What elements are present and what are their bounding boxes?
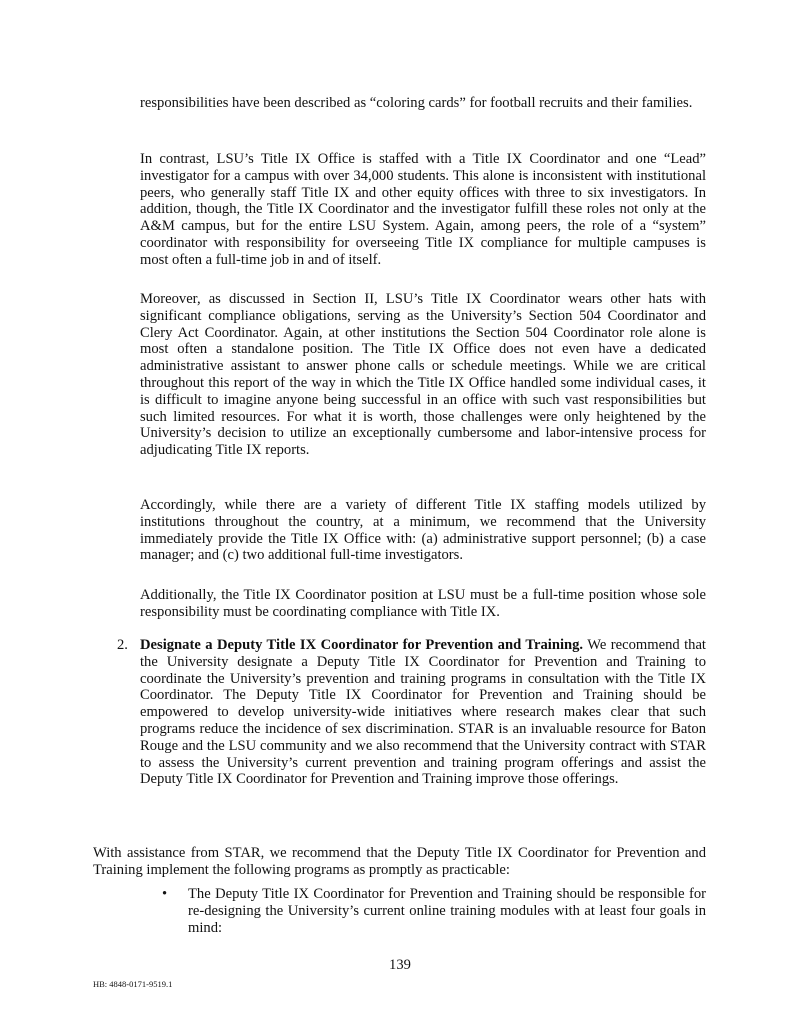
list-item-number: 2.	[117, 637, 128, 653]
list-item-body: We recommend that the University designate a Deputy Title IX Coordinator for Prevention and Training to coordinate the University’s prevention and training programs in consultation with the Title IX Coordinator. The Deputy Title IX Coordinator for Prevention and Training should be empowered to develop university-wide initiatives where research makes clear that such programs reduce the incidence of sex discrimination. STAR is an invaluable resource for Baton Rouge and the LSU community and we also recommend that the University contract with STAR to assess the University’s current prevention and training program offerings and assist the Deputy Title IX Coordinator for Prevention and Training improve those offerings.	[140, 637, 706, 788]
paragraph-full-time-position: Additionally, the Title IX Coordinator position at LSU must be a full-time position whose sole responsibility must be coordinating compliance with Title IX.	[140, 587, 706, 620]
paragraph-continuation: responsibilities have been described as “coloring cards” for football recruits and their families.	[140, 95, 693, 111]
paragraph-staffing: In contrast, LSU’s Title IX Office is staffed with a Title IX Coordinator and one “Lead” investigator for a campus with over 34,000 students. This alone is inconsistent with institutional peers, who generally staff Title IX and other equity offices with three to six investigators. In addition, though, the Title IX Coordinator and the investigator fulfill these roles not only at the A&M campus, but for the entire LSU System. Again, among peers, the role of a “system” coordinator with responsibility for overseeing Title IX compliance for multiple campuses is most often a full-time job in and of itself.	[140, 151, 706, 268]
bullet-item-online-training: The Deputy Title IX Coordinator for Prevention and Training should be responsible for re-designing the University’s current online training modules with at least four goals in mind:	[188, 886, 706, 936]
document-footer-id: HB: 4848-0171-9519.1	[93, 979, 173, 989]
bullet-symbol: •	[162, 886, 168, 902]
page-number: 139	[389, 957, 411, 973]
paragraph-recommendation-staff: Accordingly, while there are a variety of different Title IX staffing models utilized by institutions throughout the country, at a minimum, we recommend that the University immediately provide the Title IX Office with: (a) administrative support personnel; (b) a case manager; and (c) two additional full-time investigators.	[140, 497, 706, 564]
paragraph-coordinator-hats: Moreover, as discussed in Section II, LSU’s Title IX Coordinator wears other hats with significant compliance obligations, serving as the University’s Section 504 Coordinator and Clery Act Coordinator. Again, at other institutions the Section 504 Coordinator role alone is most often a standalone position. The Title IX Office does not even have a dedicated administrative assistant to answer phone calls or schedule meetings. While we are critical throughout this report of the way in which the Title IX Office handled some individual cases, it is difficult to imagine anyone being successful in an office with such vast responsibilities but such limited resources. For what it is worth, those challenges were only heightened by the University’s decision to utilize an exceptionally cumbersome and labor-intensive process for adjudicating Title IX reports.	[140, 291, 706, 459]
list-item-deputy-coordinator	[140, 637, 706, 788]
paragraph-star-intro: With assistance from STAR, we recommend that the Deputy Title IX Coordinator for Prevention and Training implement the following programs as promptly as practicable:	[93, 845, 706, 878]
list-item-heading: Designate a Deputy Title IX Coordinator for Prevention and Training.	[140, 637, 584, 653]
